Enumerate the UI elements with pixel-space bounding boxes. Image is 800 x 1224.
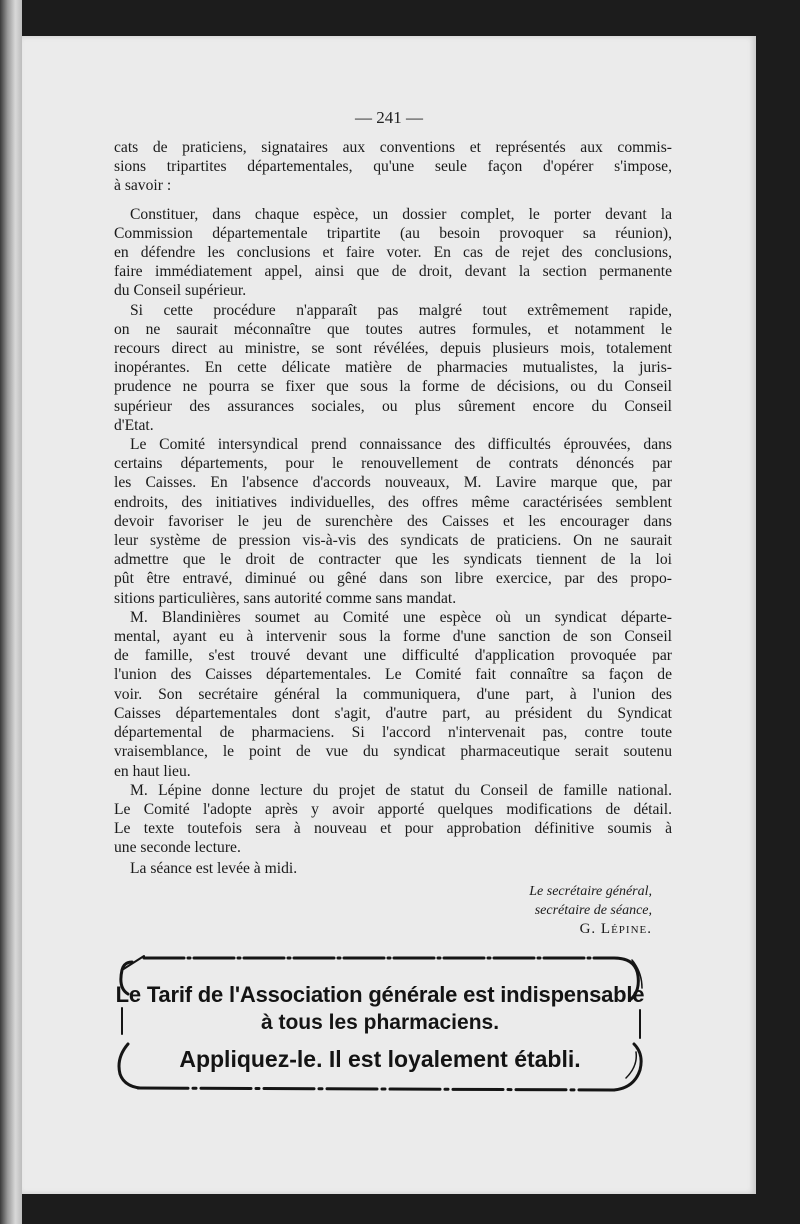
text-line: les Caisses. En l'absence d'accords nouveaux, M. Lavire marque que, par [114,474,672,492]
text-line: Le Comité l'adopte après y avoir apporté quelques modifications de détail. [114,800,672,818]
text-line: cats de praticiens, signataires aux conventions et représentés aux commis- [114,139,672,156]
text-line: recours direct au ministre, se sont révélées, depuis plusieurs mois, totalement [114,340,672,358]
text-line: Le Comité intersyndical prend connaissance des difficultés éprouvées, dans [130,436,672,454]
ad-subline: à tous les pharmaciens. [260,1011,500,1034]
ad-slogan: Appliquez-le. Il est loyalement établi. [179,1046,581,1072]
signature-role: secrétaire de séance, [534,903,652,918]
body-text [114,138,672,858]
signature-block [529,882,652,939]
text-line: prudence ne pourra se fixer que sous la forme de décisions, ou du Conseil [114,378,672,396]
text-line: d'Etat. [114,416,154,434]
text-line: à savoir : [114,177,172,195]
text-line: M. Lépine donne lecture du projet de statut du Conseil de famille national. [130,781,672,799]
text-line: Commission départementale tripartite (au besoin provoquer sa réunion), [114,224,672,242]
text-line: devoir favoriser le jeu de surenchère des Caisses et les encourager dans [114,512,672,530]
text-line: départemental de pharmaciens. Si l'accord n'intervenait pas, contre toute [114,724,672,742]
text-line: leur système de pression vis-à-vis des syndicats de praticiens. On ne saurait [114,532,672,550]
text-line: M. Blandinières soumet au Comité une espèce où un syndicat départe- [130,608,672,626]
text-line: pût être entravé, diminué ou gêné dans son libre exercice, par des propo- [114,570,672,588]
text-line: une seconde lecture. [114,839,241,857]
text-line: Constituer, dans chaque espèce, un dossier complet, le porter devant la [130,205,672,223]
text-line: de famille, s'est trouvé devant une difficulté d'application provoquée par [114,647,672,665]
text-line: admettre que le droit de contracter que les syndicats tiennent de la loi [114,551,672,569]
text-line: inopérantes. En cette délicate matière de pharmacies mutualistes, la juris- [114,359,672,377]
text-line: du Conseil supérieur. [114,282,247,300]
scan-left-edge [0,0,22,1224]
text-line: vraisemblance, le point de vue du syndicat pharmaceutique serait soutenu [114,743,672,761]
text-line: Caisses départementales dont s'agit, d'autre part, au président du Syndicat [114,704,672,722]
text-line: l'union des Caisses départementales. Le Comité fait connaître sa façon de [114,666,672,684]
text-line: en défendre les conclusions et faire voter. En cas de rejet des conclusions, [114,244,672,262]
book-page [22,36,756,1194]
text-line: Le texte toutefois sera à nouveau et pour approbation définitive soumis à [114,820,672,838]
text-line: on ne saurait méconnaître que toutes autres formules, et notamment le [114,320,672,338]
text-line: endroits, des initiatives individuelles, des offres même caractérisées semblent [114,493,672,511]
advertisement-box [114,948,646,1098]
text-line: certains départements, pour le renouvellement de contrats dénoncés par [114,455,672,473]
text-line: faire immédiatement appel, ainsi que de droit, devant la section permanente [114,263,672,281]
signature-name: G. Lépine. [579,921,652,937]
text-line: Si cette procédure n'apparaît pas malgré tout extrêmement rapide, [130,301,672,319]
closing-line: La séance est levée à midi. [130,860,298,877]
paragraph-gap [114,196,672,205]
text-line: en haut lieu. [114,762,191,780]
text-line: sitions particulières, sans autorité comme sans mandat. [114,589,457,607]
signature-title: Le secrétaire général, [529,884,652,899]
ad-headline: Le Tarif de l'Association générale est indispensable [115,982,645,1007]
text-line: voir. Son secrétaire général la communiquera, d'une part, à l'union des [114,685,672,703]
text-line: supérieur des assurances sociales, ou plus sûrement encore du Conseil [114,397,672,415]
text-line: sions tripartites départementales, qu'une seule façon d'opérer s'impose, [114,158,672,176]
text-line: mental, ayant eu à intervenir sous la forme d'une sanction de son Conseil [114,628,672,646]
page-number: — 241 — [355,108,423,127]
